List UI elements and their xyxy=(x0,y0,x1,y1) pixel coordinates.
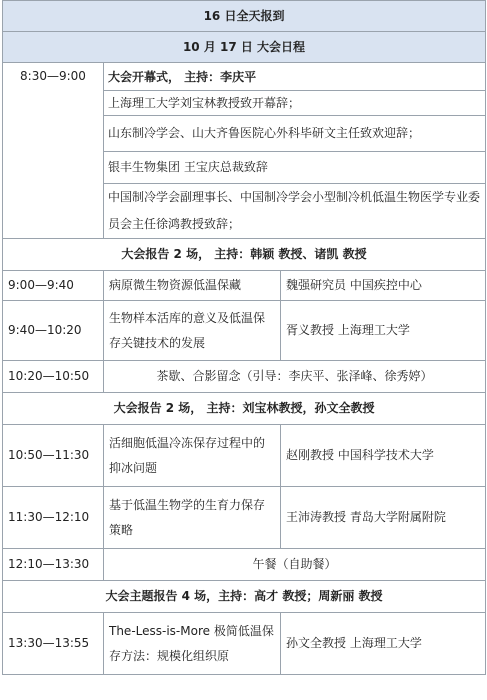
talk-speaker: 赵刚教授 中国科学技术大学 xyxy=(281,425,486,487)
talk-time: 13:30—13:55 xyxy=(3,613,104,675)
break-text: 茶歇、合影留念（引导：李庆平、张泽峰、徐秀婷） xyxy=(104,361,486,393)
section-header: 大会报告 2 场， 主持：韩颖 教授、诸凯 教授 xyxy=(3,239,486,271)
talk-row xyxy=(3,425,486,487)
section-header-row xyxy=(3,581,486,613)
talk-topic: 基于低温生物学的生育力保存策略 xyxy=(104,487,281,549)
talk-time: 9:40—10:20 xyxy=(3,301,104,361)
opening-item: 上海理工大学刘宝林教授致开幕辞； xyxy=(104,91,485,116)
talk-row xyxy=(3,613,486,675)
talk-speaker: 孙文全教授 上海理工大学 xyxy=(281,613,486,675)
talk-row xyxy=(3,487,486,549)
talk-time: 9:00—9:40 xyxy=(3,271,104,301)
talk-speaker: 胥义教授 上海理工大学 xyxy=(281,301,486,361)
opening-list xyxy=(104,63,486,239)
section-header-row xyxy=(3,239,486,271)
opening-title: 大会开幕式， 主持：李庆平 xyxy=(104,63,485,91)
lunch-time: 12:10—13:30 xyxy=(3,549,104,581)
agenda-header-row xyxy=(3,32,486,63)
talk-time: 11:30—12:10 xyxy=(3,487,104,549)
day-header-row xyxy=(3,1,486,32)
opening-time: 8:30—9:00 xyxy=(3,63,104,239)
break-time: 10:20—10:50 xyxy=(3,361,104,393)
lunch-text: 午餐（自助餐） xyxy=(104,549,486,581)
talk-speaker: 魏强研究员 中国疾控中心 xyxy=(281,271,486,301)
section-header-row xyxy=(3,393,486,425)
talk-topic: 活细胞低温冷冻保存过程中的抑冰问题 xyxy=(104,425,281,487)
talk-topic: The-Less-is-More 极简低温保存方法：规模化组织原 xyxy=(104,613,281,675)
talk-speaker: 王沛涛教授 青岛大学附属附院 xyxy=(281,487,486,549)
agenda-header: 10 月 17 日 大会日程 xyxy=(3,32,486,63)
opening-item: 银丰生物集团 王宝庆总裁致辞 xyxy=(104,152,485,184)
talk-row xyxy=(3,271,486,301)
talk-topic: 生物样本活库的意义及低温保存关键技术的发展 xyxy=(104,301,281,361)
talk-row xyxy=(3,301,486,361)
opening-item: 中国制冷学会副理事长、中国制冷学会小型制冷机低温生物医学专业委员会主任徐鸿教授致辞； xyxy=(108,190,481,231)
section-header: 大会报告 2 场， 主持：刘宝林教授，孙文全教授 xyxy=(3,393,486,425)
opening-row xyxy=(3,63,486,239)
talk-time: 10:50—11:30 xyxy=(3,425,104,487)
section-header: 大会主题报告 4 场，主持：高才 教授；周新丽 教授 xyxy=(3,581,486,613)
break-row xyxy=(3,361,486,393)
talk-topic: 病原微生物资源低温保藏 xyxy=(104,271,281,301)
lunch-row xyxy=(3,549,486,581)
opening-item: 山东制冷学会、山大齐鲁医院心外科毕研文主任致欢迎辞； xyxy=(104,116,485,152)
day-header: 16 日全天报到 xyxy=(3,1,486,32)
schedule-table xyxy=(2,0,486,675)
